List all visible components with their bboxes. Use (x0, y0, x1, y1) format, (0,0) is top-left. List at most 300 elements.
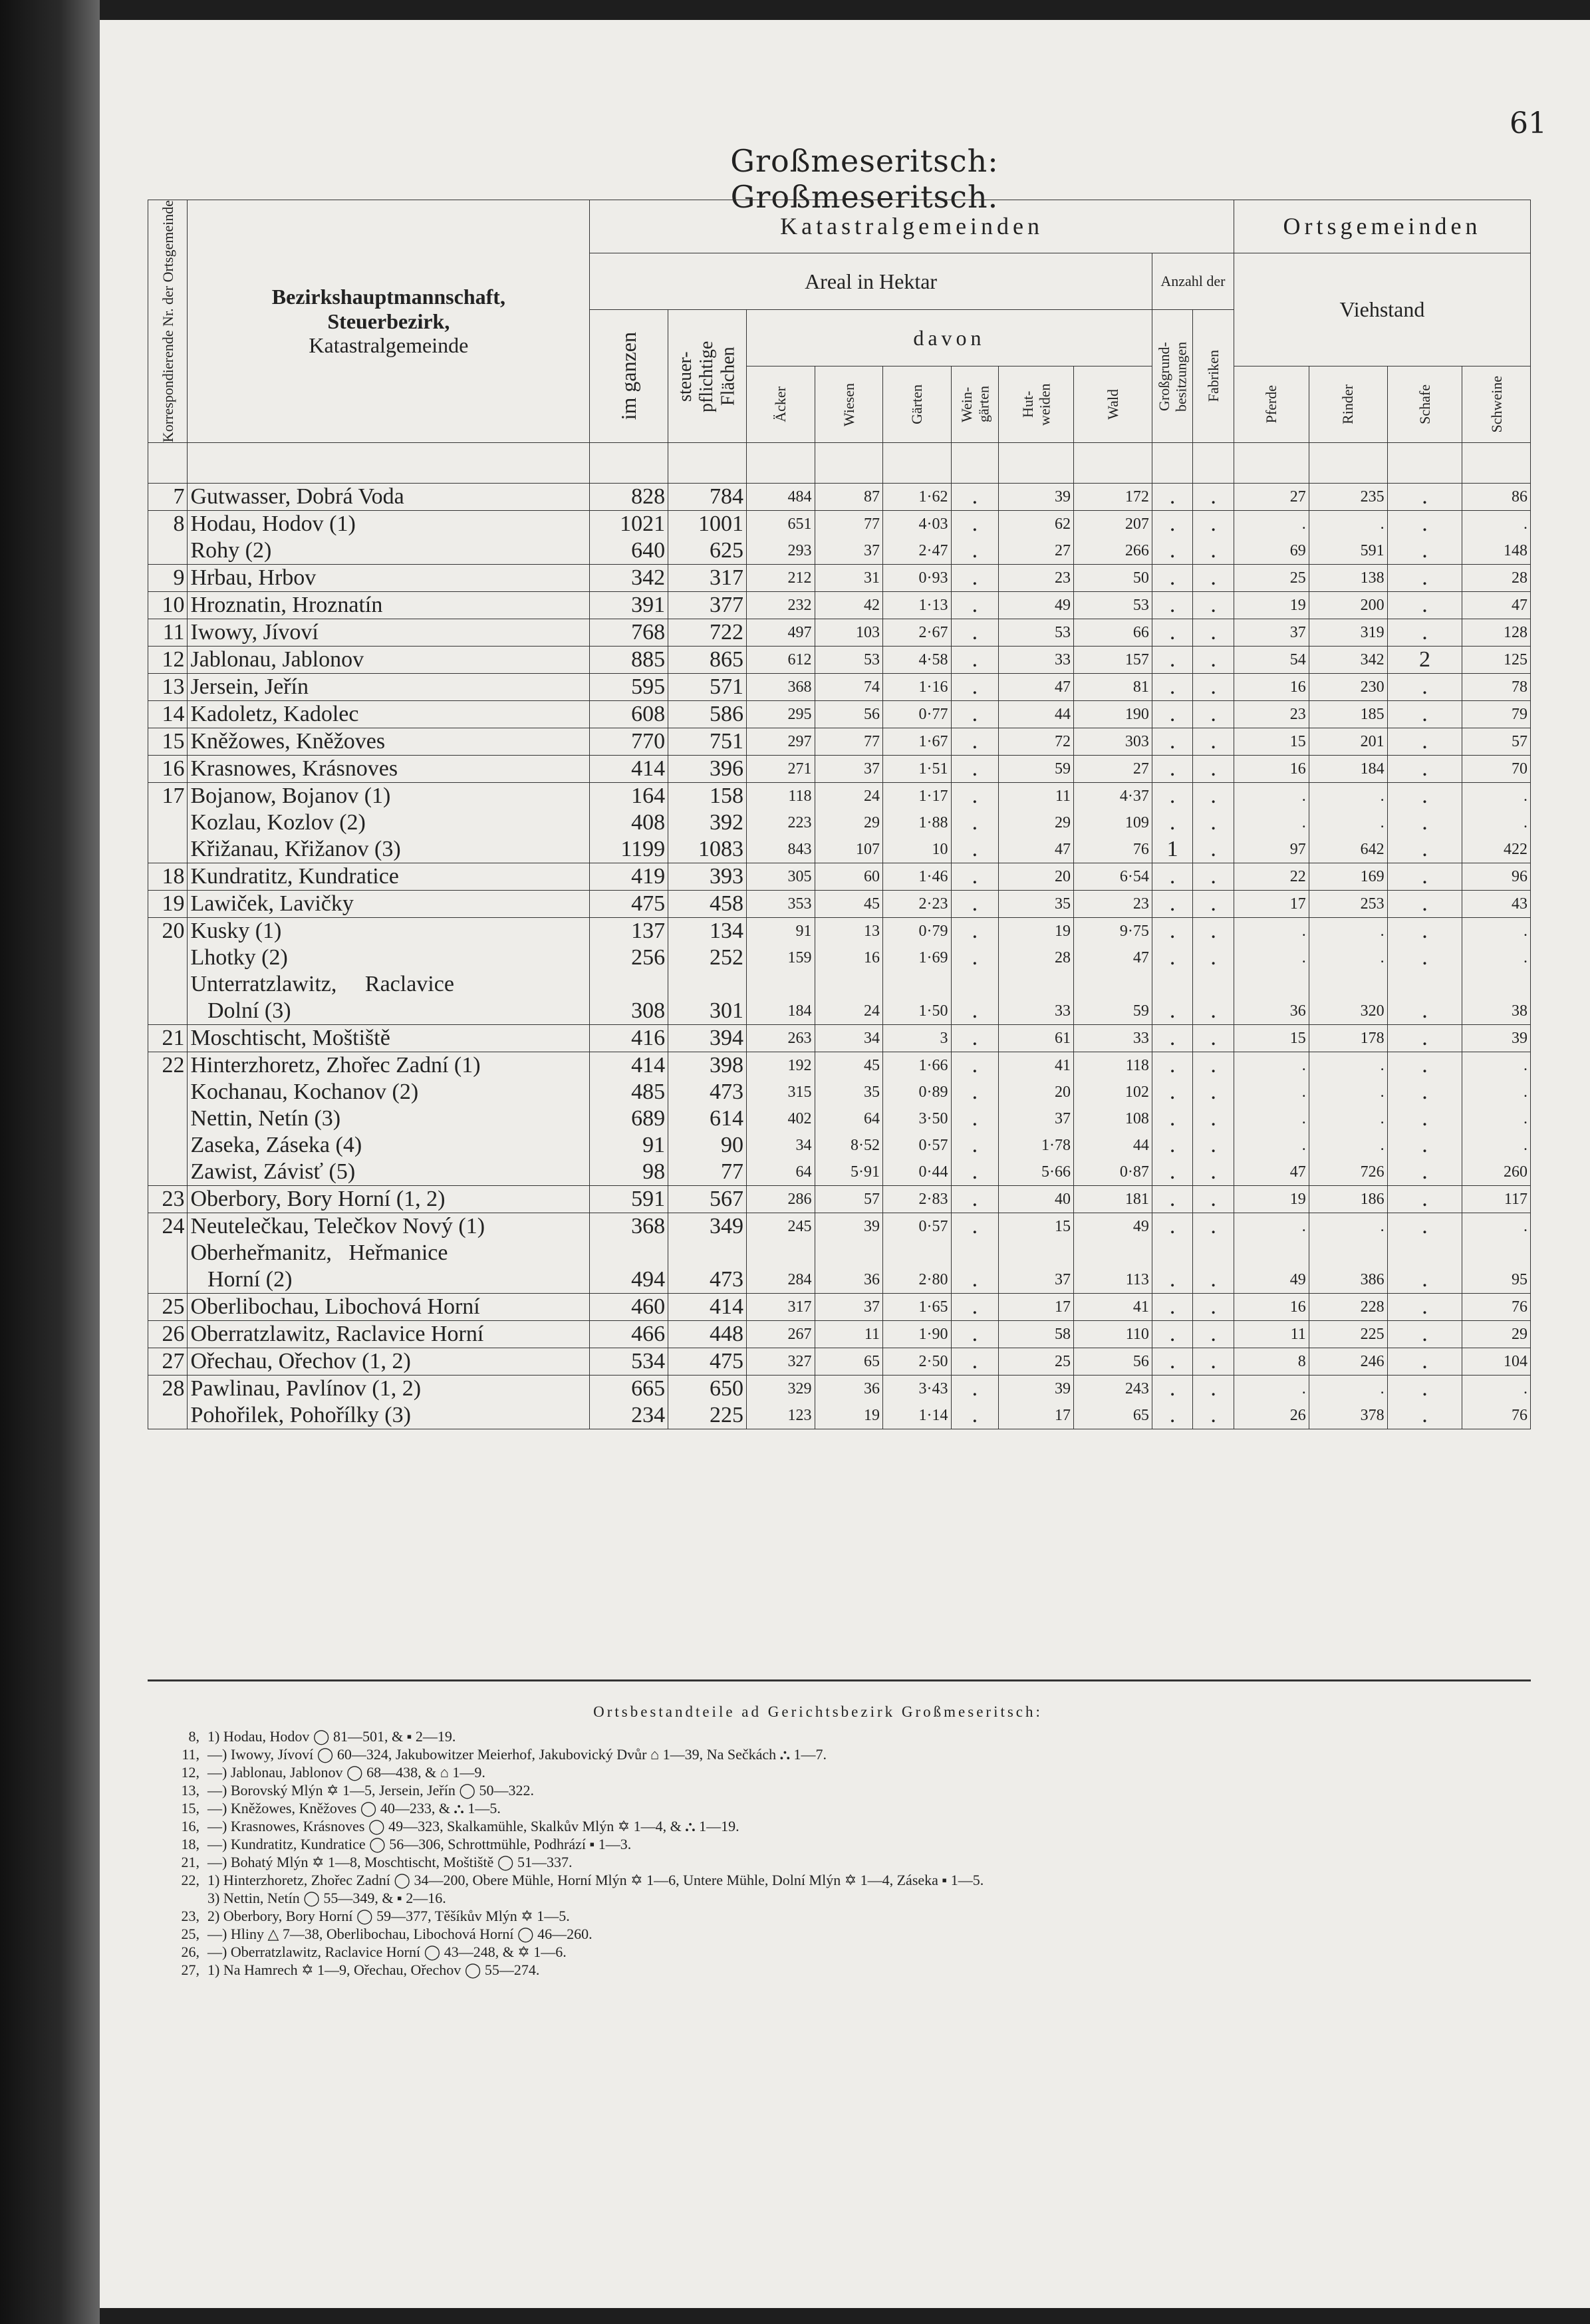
cell-wa: 110 (1074, 1321, 1152, 1348)
cell-r: . 591 (1309, 511, 1387, 565)
cell-sw: 79 (1462, 701, 1531, 728)
cell-r: 342 (1309, 647, 1387, 674)
cell-a: 232 (747, 592, 815, 619)
cell-a: 368 (747, 674, 815, 701)
cell-f: . (1193, 1025, 1234, 1052)
footnote-line (160, 1817, 1423, 1835)
cell-sw: . 95 (1462, 1213, 1531, 1294)
cell-gr: . (1152, 484, 1193, 511)
cell-w: 24 29 107 (815, 783, 883, 863)
cell-g: 770 (590, 728, 668, 756)
cell-sc: . . (1387, 1213, 1462, 1294)
cell-wa: 6·54 (1074, 863, 1152, 891)
cell-we: . (951, 1186, 999, 1213)
cell-we: . (951, 674, 999, 701)
cell-g: 164 408 1199 (590, 783, 668, 863)
cell-g: 416 (590, 1025, 668, 1052)
cell-g: 768 (590, 619, 668, 647)
footnote-text: —) Hliny △ 7—38, Oberlibochau, Libochová Horní ◯ 46—260. (207, 1926, 593, 1942)
cell-name: Ořechau, Ořechov (1, 2) (188, 1348, 590, 1376)
footnote-key: 23, (181, 1908, 199, 1924)
cell-sw: 128 (1462, 619, 1531, 647)
cell-f: . (1193, 863, 1234, 891)
cell-wa: 50 (1074, 565, 1152, 592)
cell-name: Gutwasser, Dobrá Voda (188, 484, 590, 511)
footnote-key: 15, (181, 1800, 199, 1816)
cell-ga: 0·57 2·80 (883, 1213, 952, 1294)
table-row (148, 728, 1531, 756)
table-row (148, 1376, 1531, 1429)
cell-name: Hroznatin, Hroznatín (188, 592, 590, 619)
footnote-line (160, 1835, 1423, 1853)
cell-ga: 0·77 (883, 701, 952, 728)
cell-p: 15 (1234, 1025, 1309, 1052)
cell-ga: 1·65 (883, 1294, 952, 1321)
cell-wa: 207 266 (1074, 511, 1152, 565)
cell-p: 16 (1234, 1294, 1309, 1321)
cell-gr: . . (1152, 1213, 1193, 1294)
cell-g: 342 (590, 565, 668, 592)
cell-p: 25 (1234, 565, 1309, 592)
cell-wa: 41 (1074, 1294, 1152, 1321)
col-gross: Großgrund-besitzungen (1152, 310, 1193, 443)
cell-w: 34 (815, 1025, 883, 1052)
cell-p: 15 (1234, 728, 1309, 756)
cell-we: . (951, 891, 999, 918)
cell-gr: . (1152, 728, 1193, 756)
col-rinder: Rinder (1309, 366, 1387, 443)
cell-wa: 118 102 108 44 0·87 (1074, 1052, 1152, 1186)
cell-we: . (951, 484, 999, 511)
cell-w: 11 (815, 1321, 883, 1348)
cell-r: 186 (1309, 1186, 1387, 1213)
footnote-text: —) Bohatý Mlýn ✡ 1—8, Moschtischt, Moštiště ◯ 51—337. (207, 1854, 573, 1870)
cell-sc: . (1387, 1321, 1462, 1348)
cell-s: 751 (668, 728, 747, 756)
cell-w: 39 36 (815, 1213, 883, 1294)
cell-h: 40 (999, 1186, 1074, 1213)
cell-h: 59 (999, 756, 1074, 783)
cell-wa: 9·75 47 59 (1074, 918, 1152, 1025)
cell-we: . (951, 592, 999, 619)
cell-nr: 9 (148, 565, 188, 592)
cell-nr: 22 (148, 1052, 188, 1186)
cell-we: . . (951, 1376, 999, 1429)
cell-sw: 104 (1462, 1348, 1531, 1376)
cell-p: . 26 (1234, 1376, 1309, 1429)
cell-h: 44 (999, 701, 1074, 728)
cell-gr: . (1152, 891, 1193, 918)
cell-wa: 4·37 109 76 (1074, 783, 1152, 863)
binding-edge (0, 0, 100, 2324)
cell-name: Kněžowes, Kněžoves (188, 728, 590, 756)
cell-g: 608 (590, 701, 668, 728)
cell-nr: 18 (148, 863, 188, 891)
cell-w: 42 (815, 592, 883, 619)
cell-g: 665 234 (590, 1376, 668, 1429)
cell-sw: 117 (1462, 1186, 1531, 1213)
cell-a: 286 (747, 1186, 815, 1213)
cell-r: 225 (1309, 1321, 1387, 1348)
footnotes-title: Ortsbestandteile ad Gerichtsbezirk Großmeseritsch: (593, 1703, 1043, 1720)
cell-h: 41 20 37 1·78 5·66 (999, 1052, 1074, 1186)
footnote-line (160, 1871, 1423, 1889)
cell-we: . (951, 1294, 999, 1321)
cell-ga: 2·83 (883, 1186, 952, 1213)
cell-g: 460 (590, 1294, 668, 1321)
footnote-key: 8, (188, 1728, 199, 1745)
cell-sw: 28 (1462, 565, 1531, 592)
cell-h: 53 (999, 619, 1074, 647)
cell-name: Iwowy, Jívoví (188, 619, 590, 647)
col-wein: Wein-gärten (951, 366, 999, 443)
cell-ga: 1·66 0·89 3·50 0·57 0·44 (883, 1052, 952, 1186)
cell-s: 722 (668, 619, 747, 647)
viehstand-header: Viehstand (1234, 253, 1530, 366)
cell-gr: . . (1152, 1376, 1193, 1429)
cell-p: . 49 (1234, 1213, 1309, 1294)
cell-sw: 125 (1462, 647, 1531, 674)
cell-g: 1021 640 (590, 511, 668, 565)
statistics-table (148, 200, 1531, 1429)
footnote-line (160, 1925, 1423, 1943)
footnote-key: 26, (181, 1944, 199, 1960)
cell-sw: . . 422 (1462, 783, 1531, 863)
cell-nr: 17 (148, 783, 188, 863)
cell-wa: 23 (1074, 891, 1152, 918)
cell-f: . (1193, 1294, 1234, 1321)
cell-ga: 1·90 (883, 1321, 952, 1348)
ortsgemeinden-header: Ortsgemeinden (1234, 200, 1530, 253)
cell-h: 11 29 47 (999, 783, 1074, 863)
cell-g: 137 256 308 (590, 918, 668, 1025)
cell-gr: . (1152, 1348, 1193, 1376)
cell-w: 31 (815, 565, 883, 592)
cell-r: 246 (1309, 1348, 1387, 1376)
cell-r: 200 (1309, 592, 1387, 619)
footnote-key: 22, (181, 1872, 199, 1888)
table-row (148, 701, 1531, 728)
cell-gr: . (1152, 674, 1193, 701)
cell-sc: . . . (1387, 918, 1462, 1025)
cell-nr: 12 (148, 647, 188, 674)
cell-sc: . . (1387, 511, 1462, 565)
cell-f: . . . (1193, 783, 1234, 863)
table-row (148, 1321, 1531, 1348)
footnote-text: —) Jablonau, Jablonov ◯ 68—438, & ⌂ 1—9. (207, 1764, 485, 1781)
cell-w: 77 (815, 728, 883, 756)
cell-nr: 15 (148, 728, 188, 756)
footnote-text: —) Kněžowes, Kněžoves ◯ 40—233, & ⛬ 1—5. (207, 1800, 501, 1816)
cell-h: 23 (999, 565, 1074, 592)
cell-p: . . . . 47 (1234, 1052, 1309, 1186)
cell-w: 37 (815, 756, 883, 783)
cell-p: 16 (1234, 674, 1309, 701)
cell-s: 784 (668, 484, 747, 511)
cell-gr: . (1152, 647, 1193, 674)
cell-sc: 2 (1387, 647, 1462, 674)
table-bottom-rule (148, 1679, 1531, 1681)
cell-a: 267 (747, 1321, 815, 1348)
cell-ga: 1·51 (883, 756, 952, 783)
cell-a: 297 (747, 728, 815, 756)
cell-h: 39 17 (999, 1376, 1074, 1429)
table-row (148, 1052, 1531, 1186)
cell-s: 349 473 (668, 1213, 747, 1294)
page-number: 61 (1510, 106, 1547, 140)
cell-f: . (1193, 592, 1234, 619)
cell-s: 448 (668, 1321, 747, 1348)
cell-f: . . (1193, 1376, 1234, 1429)
cell-g: 828 (590, 484, 668, 511)
cell-nr: 23 (148, 1186, 188, 1213)
table-row (148, 783, 1531, 863)
cell-we: . (951, 701, 999, 728)
cell-r: . . 320 (1309, 918, 1387, 1025)
cell-sc: . (1387, 565, 1462, 592)
table-row (148, 619, 1531, 647)
cell-sw: 43 (1462, 891, 1531, 918)
footnote-line (160, 1727, 1423, 1745)
col-wald: Wald (1074, 366, 1152, 443)
cell-p: . . 97 (1234, 783, 1309, 863)
cell-sc: . (1387, 863, 1462, 891)
footnote-line (160, 1889, 1423, 1907)
cell-sw: 39 (1462, 1025, 1531, 1052)
cell-f: . (1193, 756, 1234, 783)
cell-r: 169 (1309, 863, 1387, 891)
cell-sc: . (1387, 674, 1462, 701)
col-garten: Gärten (883, 366, 952, 443)
footnote-text: —) Oberratzlawitz, Raclavice Horní ◯ 43—248, & ✡ 1—6. (207, 1944, 567, 1960)
cell-wa: 27 (1074, 756, 1152, 783)
cell-nr: 19 (148, 891, 188, 918)
cell-f: . . (1193, 511, 1234, 565)
cell-nr: 27 (148, 1348, 188, 1376)
davon-header: davon (747, 310, 1152, 366)
cell-a: 317 (747, 1294, 815, 1321)
table-row (148, 511, 1531, 565)
cell-wa: 81 (1074, 674, 1152, 701)
cell-gr: . (1152, 1186, 1193, 1213)
cell-a: 612 (747, 647, 815, 674)
table-row (148, 592, 1531, 619)
cell-ga: 0·93 (883, 565, 952, 592)
cell-wa: 49 113 (1074, 1213, 1152, 1294)
cell-f: . (1193, 728, 1234, 756)
cell-f: . (1193, 674, 1234, 701)
cell-a: 212 (747, 565, 815, 592)
cell-sw: 86 (1462, 484, 1531, 511)
cell-nr: 16 (148, 756, 188, 783)
cell-a: 118 223 843 (747, 783, 815, 863)
cell-h: 61 (999, 1025, 1074, 1052)
cell-g: 414 (590, 756, 668, 783)
cell-g: 414 485 689 91 98 (590, 1052, 668, 1186)
cell-name: Moschtischt, Moštiště (188, 1025, 590, 1052)
cell-sc: . (1387, 484, 1462, 511)
cell-sc: . (1387, 1294, 1462, 1321)
cell-nr: 14 (148, 701, 188, 728)
col-im-ganzen: im ganzen (590, 310, 668, 443)
cell-r: 178 (1309, 1025, 1387, 1052)
footnote-line (160, 1907, 1423, 1925)
cell-gr: . . . (1152, 918, 1193, 1025)
cell-a: 271 (747, 756, 815, 783)
footnote-text: —) Iwowy, Jívoví ◯ 60—324, Jakubowitzer Meierhof, Jakubovický Dvůr ⌂ 1—39, Na Sečkách ⛬ 1—7. (207, 1746, 827, 1763)
cell-name: Kadoletz, Kadolec (188, 701, 590, 728)
cell-h: 15 37 (999, 1213, 1074, 1294)
footnote-line (160, 1781, 1423, 1799)
cell-h: 19 28 33 (999, 918, 1074, 1025)
cell-h: 49 (999, 592, 1074, 619)
footnote-key: 21, (181, 1854, 199, 1870)
table-row (148, 1025, 1531, 1052)
cell-p: 19 (1234, 592, 1309, 619)
cell-g: 591 (590, 1186, 668, 1213)
cell-w: 60 (815, 863, 883, 891)
cell-name: Pawlinau, Pavlínov (1, 2) Pohořilek, Pohořílky (3) (188, 1376, 590, 1429)
table-row (148, 1186, 1531, 1213)
table-row (148, 647, 1531, 674)
cell-ga: 2·23 (883, 891, 952, 918)
cell-r: 138 (1309, 565, 1387, 592)
cell-p: 17 (1234, 891, 1309, 918)
cell-h: 72 (999, 728, 1074, 756)
cell-g: 475 (590, 891, 668, 918)
cell-p: 37 (1234, 619, 1309, 647)
cell-f: . . (1193, 1213, 1234, 1294)
cell-nr: 20 (148, 918, 188, 1025)
table-row (148, 756, 1531, 783)
cell-p: 23 (1234, 701, 1309, 728)
cell-we: . (951, 863, 999, 891)
cell-a: 651 293 (747, 511, 815, 565)
cell-r: 184 (1309, 756, 1387, 783)
col-name-header: Bezirkshauptmannschaft, Steuerbezirk, Katastralgemeinde (188, 200, 590, 443)
cell-s: 398 473 614 90 77 (668, 1052, 747, 1186)
cell-we: . . (951, 1213, 999, 1294)
cell-wa: 56 (1074, 1348, 1152, 1376)
cell-w: 74 (815, 674, 883, 701)
col-acker: Äcker (747, 366, 815, 443)
cell-wa: 172 (1074, 484, 1152, 511)
cell-we: . . . (951, 918, 999, 1025)
cell-r: . 378 (1309, 1376, 1387, 1429)
cell-wa: 303 (1074, 728, 1152, 756)
cell-name: Jablonau, Jablonov (188, 647, 590, 674)
col-pferde: Pferde (1234, 366, 1309, 443)
page-header: Großmeseritsch: Großmeseritsch. (730, 143, 999, 215)
cell-sc: . (1387, 1186, 1462, 1213)
cell-s: 393 (668, 863, 747, 891)
cell-we: . . (951, 511, 999, 565)
cell-w: 45 35 64 8·52 5·91 (815, 1052, 883, 1186)
cell-gr: . (1152, 619, 1193, 647)
cell-a: 295 (747, 701, 815, 728)
cell-sc: . (1387, 592, 1462, 619)
cell-w: 65 (815, 1348, 883, 1376)
cell-p: 54 (1234, 647, 1309, 674)
cell-sc: . . (1387, 1376, 1462, 1429)
cell-f: . (1193, 619, 1234, 647)
cell-name: Hinterzhoretz, Zhořec Zadní (1) Kochanau, Kochanov (2) Nettin, Netín (3) Zaseka, Záseka (4) Zawist, Závisť (5) (188, 1052, 590, 1186)
cell-h: 33 (999, 647, 1074, 674)
col-schweine: Schweine (1462, 366, 1531, 443)
cell-gr: . (1152, 863, 1193, 891)
table-row (148, 1348, 1531, 1376)
cell-sw: 70 (1462, 756, 1531, 783)
cell-nr: 8 (148, 511, 188, 565)
col-hut: Hut-weiden (999, 366, 1074, 443)
cell-we: . (951, 756, 999, 783)
cell-nr: 13 (148, 674, 188, 701)
cell-s: 396 (668, 756, 747, 783)
cell-ga: 1·67 (883, 728, 952, 756)
col-wiesen: Wiesen (815, 366, 883, 443)
cell-f: . . . . . (1193, 1052, 1234, 1186)
cell-sw: 96 (1462, 863, 1531, 891)
table-row (148, 484, 1531, 511)
cell-sc: . . . . . (1387, 1052, 1462, 1186)
cell-gr: . . 1 (1152, 783, 1193, 863)
table-body (148, 443, 1531, 1429)
cell-g: 595 (590, 674, 668, 701)
cell-h: 47 (999, 674, 1074, 701)
cell-sw: 57 (1462, 728, 1531, 756)
col-schafe: Schafe (1387, 366, 1462, 443)
areal-header: Areal in Hektar (590, 253, 1152, 310)
cell-nr: 11 (148, 619, 188, 647)
cell-sc: . . . (1387, 783, 1462, 863)
cell-p: 16 (1234, 756, 1309, 783)
cell-sc: . (1387, 756, 1462, 783)
cell-we: . (951, 565, 999, 592)
footnote-line (160, 1799, 1423, 1817)
cell-h: 20 (999, 863, 1074, 891)
cell-we: . . . (951, 783, 999, 863)
cell-r: 253 (1309, 891, 1387, 918)
cell-ga: 4·58 (883, 647, 952, 674)
cell-a: 484 (747, 484, 815, 511)
cell-g: 391 (590, 592, 668, 619)
table-row (148, 674, 1531, 701)
katastral-header: Katastralgemeinden (590, 200, 1234, 253)
cell-f: . (1193, 891, 1234, 918)
cell-h: 58 (999, 1321, 1074, 1348)
cell-ga: 1·46 (883, 863, 952, 891)
cell-s: 158 392 1083 (668, 783, 747, 863)
cell-sc: . (1387, 728, 1462, 756)
cell-nr: 28 (148, 1376, 188, 1429)
cell-we: . (951, 728, 999, 756)
cell-we: . (951, 647, 999, 674)
cell-s: 865 (668, 647, 747, 674)
cell-h: 25 (999, 1348, 1074, 1376)
cell-w: 77 37 (815, 511, 883, 565)
footnote-text: —) Kundratitz, Kundratice ◯ 56—306, Schrottmühle, Podhrází ▪ 1—3. (207, 1836, 632, 1852)
table-row (148, 918, 1531, 1025)
cell-w: 53 (815, 647, 883, 674)
table-row (148, 1213, 1531, 1294)
cell-r: 201 (1309, 728, 1387, 756)
cell-sw: 29 (1462, 1321, 1531, 1348)
cell-h: 39 (999, 484, 1074, 511)
cell-wa: 157 (1074, 647, 1152, 674)
footnotes (160, 1703, 1423, 1979)
cell-f: . (1193, 1321, 1234, 1348)
cell-sc: . (1387, 1025, 1462, 1052)
